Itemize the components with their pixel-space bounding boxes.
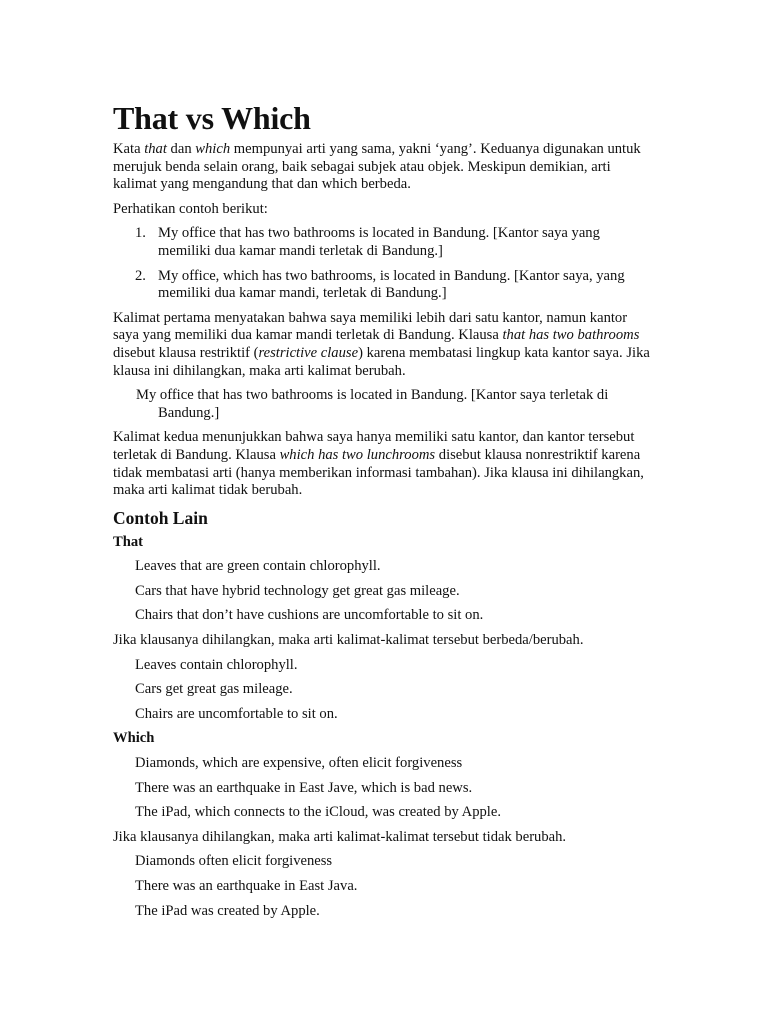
reduced-sentence: The iPad was created by Apple. <box>135 902 320 919</box>
reduced-sentence: Diamonds often elicit forgiveness <box>135 853 333 870</box>
example-sentence: There was an earthquake in East Jave, which is bad news. <box>135 779 473 796</box>
intro-text: mempunyai arti yang sama, yakni ‘yang’. Keduanya digunakan untuk merujuk benda selain orang, baik sebagai subjek atau objek. Meskipun demikian, arti kalimat yang mengandung that dan which berbeda. <box>113 141 641 193</box>
example-quote: My office that has two bathrooms is located in Bandung. [Kantor saya terletak di Bandung.] <box>136 387 609 421</box>
explanation-text: Kalimat pertama menyatakan bahwa saya memiliki lebih dari satu kantor, namun kantor saya yang memiliki dua kamar mandi terletak di Bandung. Klausa <box>113 309 628 344</box>
explanation-text: disebut klausa nonrestriktif karena tidak membatasi arti (hanya memberikan informasi tambahan). Jika klausa ini dihilangkan, maka arti kalimat tidak berubah. <box>113 446 644 499</box>
note-paragraph: Jika klausanya dihilangkan, maka arti kalimat-kalimat tersebut berbeda/berubah. <box>113 632 584 649</box>
clause-example: which has two lunchrooms <box>279 446 436 463</box>
example-sentence: Leaves that are green contain chlorophyll. <box>135 558 381 575</box>
reduced-sentence: Cars get great gas mileage. <box>135 681 293 698</box>
reduced-sentence: Leaves contain chlorophyll. <box>135 656 298 673</box>
explanation-text: disebut klausa restriktif ( <box>113 344 259 361</box>
subsection-heading-that: That <box>113 533 144 550</box>
list-number: 1. <box>135 225 146 242</box>
explanation-text: ) karena membatasi lingkup kata kantor saya. Jika klausa ini dihilangkan, maka arti kalimat berubah. <box>113 344 650 379</box>
list-item <box>113 268 653 303</box>
explanation-nonrestrictive <box>113 429 653 499</box>
page-title: That vs Which <box>113 100 311 136</box>
numbered-examples <box>113 225 653 302</box>
example-sentence: Chairs that don’t have cushions are uncomfortable to sit on. <box>135 607 484 624</box>
intro-text: Kata <box>113 141 145 157</box>
example-sentence: The iPad, which connects to the iCloud, was created by Apple. <box>135 804 501 821</box>
list-number: 2. <box>135 267 146 284</box>
list-item <box>113 225 653 260</box>
intro-paragraph <box>113 141 653 194</box>
list-item-text: My office that has two bathrooms is located in Bandung. [Kantor saya yang memiliki dua kamar mandi terletak di Bandung.] <box>158 225 600 259</box>
reduced-sentence: Chairs are uncomfortable to sit on. <box>135 705 338 722</box>
example-sentence: Diamonds, which are expensive, often elicit forgiveness <box>135 755 463 772</box>
explanation-text: Kalimat kedua menunjukkan bahwa saya hanya memiliki satu kantor, dan kantor tersebut terletak di Bandung. Klausa <box>113 429 635 463</box>
subsection-heading-which: Which <box>113 730 155 747</box>
section-heading: Contoh Lain <box>113 507 208 528</box>
clause-term: restrictive clause <box>258 344 359 361</box>
intro-text: dan <box>166 141 196 157</box>
explanation-restrictive <box>113 310 653 380</box>
note-paragraph: Jika klausanya dihilangkan, maka arti kalimat-kalimat tersebut tidak berubah. <box>113 828 567 845</box>
examples-lead: Perhatikan contoh berikut: <box>113 200 268 217</box>
clause-example: that has two bathrooms <box>502 327 640 344</box>
example-sentence: Cars that have hybrid technology get great gas mileage. <box>135 582 460 599</box>
list-item-text: My office, which has two bathrooms, is located in Bandung. [Kantor saya, yang memiliki dua kamar mandi, terletak di Bandung.] <box>158 267 625 302</box>
intro-term-that: that <box>144 141 167 157</box>
intro-term-which: which <box>195 141 231 157</box>
reduced-sentence: There was an earthquake in East Java. <box>135 878 358 894</box>
